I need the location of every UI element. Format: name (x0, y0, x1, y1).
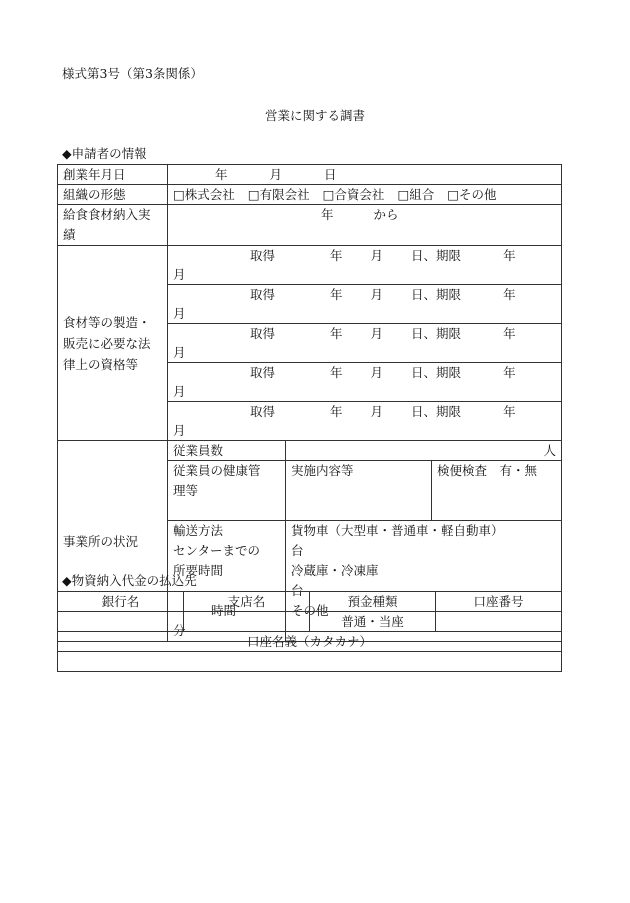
payment-section-heading: ◆物資納入代金の払込先 (62, 573, 197, 588)
org-option-kumiai-checkbox[interactable]: □組合 (397, 187, 435, 202)
month-unit: 月 (370, 404, 384, 419)
acquired-text: 取得 (250, 404, 276, 419)
employees-label: 従業員数 (168, 441, 286, 461)
month-unit: 月 (173, 267, 186, 282)
office-status-label: 事業所の状況 (58, 441, 168, 642)
month-unit: 月 (370, 248, 384, 263)
license-row (58, 246, 562, 285)
year-unit: 年 (330, 287, 343, 302)
license-label (58, 246, 168, 441)
month-unit: 月 (370, 287, 384, 302)
org-option-yugen-checkbox[interactable]: □有限会社 (247, 187, 310, 202)
health-content-field[interactable] (286, 461, 432, 521)
payment-value-row (58, 612, 562, 632)
branch-name-field[interactable] (184, 612, 310, 632)
deadline-text: 日、期限 (411, 287, 462, 302)
health-content-label: 実施内容等 (291, 463, 354, 478)
acquired-text: 取得 (250, 248, 276, 263)
vehicle-count-unit: 台 (291, 543, 304, 558)
org-option-goshi-checkbox[interactable]: □合資会社 (322, 187, 385, 202)
license-label-line: 律上の資格等 (63, 356, 139, 372)
branch-name-header: 支店名 (184, 592, 310, 612)
year-unit: 年 (330, 365, 343, 380)
license-label-line: 食材等の製造・ (63, 314, 151, 330)
account-name-field[interactable] (58, 652, 562, 672)
supply-record-row (58, 205, 562, 246)
month-unit: 月 (269, 167, 283, 182)
applicant-section-heading: ◆申請者の情報 (62, 146, 147, 161)
hours-unit: 時間 (211, 603, 237, 618)
month-unit: 月 (370, 326, 384, 341)
account-number-header: 口座番号 (436, 592, 562, 612)
license-field[interactable] (168, 324, 562, 363)
deadline-text: 日、期限 (411, 404, 462, 419)
license-field[interactable] (168, 363, 562, 402)
org-type-label: 組織の形態 (58, 185, 168, 205)
account-name-header-row (58, 632, 562, 652)
year-unit: 年 (503, 365, 516, 380)
transport-label: 輸送方法 (173, 523, 224, 538)
payment-header-row (58, 592, 562, 612)
bank-name-header: 銀行名 (58, 592, 184, 612)
founding-date-label: 創業年月日 (58, 165, 168, 185)
supply-record-label: 給食食材納入実績 (58, 205, 168, 246)
founding-date-row (58, 165, 562, 185)
month-unit: 月 (370, 365, 384, 380)
year-unit: 年 (503, 287, 516, 302)
deadline-text: 日、期限 (411, 365, 462, 380)
payment-account-table (57, 591, 562, 672)
minutes-unit: 分 (173, 623, 186, 638)
org-option-kabushiki-checkbox[interactable]: □株式会社 (173, 187, 235, 202)
account-number-field[interactable] (436, 612, 562, 632)
day-unit: 日 (324, 167, 337, 182)
acquired-text: 取得 (250, 287, 276, 302)
year-unit: 年 (321, 207, 334, 222)
vehicle-truck-line: 貨物車（大型車・普通車・軽自動車） (291, 523, 504, 538)
year-unit: 年 (330, 404, 343, 419)
month-unit: 月 (173, 384, 186, 399)
year-unit: 年 (215, 167, 228, 182)
month-unit: 月 (173, 423, 186, 438)
acquired-text: 取得 (250, 365, 276, 380)
center-time-label-line: センターまでの (173, 543, 261, 558)
license-field[interactable] (168, 246, 562, 285)
health-label (168, 461, 286, 521)
deposit-type-header: 預金種類 (310, 592, 436, 612)
month-unit: 月 (173, 345, 186, 360)
year-unit: 年 (330, 326, 343, 341)
health-label-line: 理等 (173, 483, 199, 498)
license-field[interactable] (168, 285, 562, 324)
employees-row (58, 441, 562, 461)
center-time-label-line: 所要時間 (173, 563, 224, 578)
year-unit: 年 (330, 248, 343, 263)
founding-date-field[interactable] (168, 165, 562, 185)
year-unit: 年 (503, 248, 516, 263)
year-unit: 年 (503, 326, 516, 341)
form-number: 様式第3号（第3条関係） (62, 66, 203, 81)
acquired-text: 取得 (250, 326, 276, 341)
org-type-options (168, 185, 562, 205)
vehicle-fridge-line: 冷蔵庫・冷凍庫 (291, 563, 379, 578)
employees-field[interactable] (286, 441, 562, 461)
deadline-text: 日、期限 (411, 248, 462, 263)
deadline-text: 日、期限 (411, 326, 462, 341)
vehicle-other-line: その他 (291, 603, 329, 618)
year-unit: 年 (503, 404, 516, 419)
health-label-line: 従業員の健康管 (173, 463, 261, 478)
bank-name-field[interactable] (58, 612, 184, 632)
persons-unit: 人 (543, 443, 557, 458)
month-unit: 月 (173, 306, 186, 321)
org-type-row (58, 185, 562, 205)
stool-test-field[interactable] (432, 461, 562, 521)
org-option-other-checkbox[interactable]: □その他 (447, 187, 497, 202)
license-field[interactable] (168, 402, 562, 441)
account-name-value-row (58, 652, 562, 672)
account-name-header: 口座名義（カタカナ） (58, 632, 562, 652)
from-text: から (373, 207, 399, 222)
document-title: 営業に関する調書 (264, 108, 365, 123)
supply-record-field[interactable] (168, 205, 562, 246)
license-label-line: 販売に必要な法 (63, 335, 151, 351)
deposit-type-field[interactable]: 普通・当座 (310, 612, 436, 632)
vehicle-count-unit: 台 (291, 583, 304, 598)
stool-test-label: 検便検査 有・無 (437, 463, 538, 478)
